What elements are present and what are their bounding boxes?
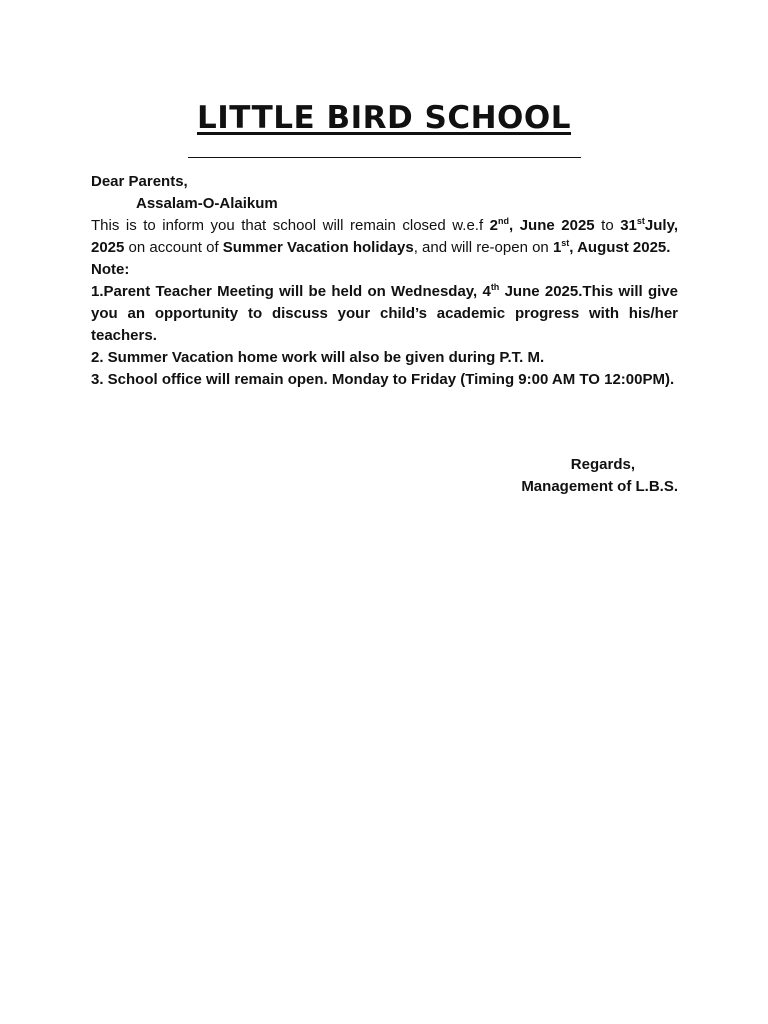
signature-line: Management of L.B.S. — [521, 478, 678, 495]
note-item-2: 2. Summer Vacation home work will also be given during P.T. M. — [91, 349, 545, 366]
intro-paragraph — [91, 215, 678, 259]
school-title-text: LITTLE BIRD SCHOOL — [196, 100, 572, 136]
intro-text-4: , and will re-open on — [413, 239, 553, 256]
start-date-suffix: nd — [498, 216, 510, 226]
start-date — [490, 217, 595, 234]
letter-closing — [430, 454, 678, 498]
note-item-1 — [91, 281, 678, 347]
start-date-month: , June 2025 — [509, 217, 595, 234]
letter-body — [91, 171, 678, 391]
note-item-3: 3. School office will remain open. Monday to Friday (Timing 9:00 AM TO 12:00PM). — [91, 371, 675, 388]
intro-text-3: on account of — [124, 239, 223, 256]
school-title — [0, 98, 768, 138]
title-divider — [188, 157, 581, 158]
note-1-suffix: th — [490, 282, 500, 292]
end-date-suffix: st — [636, 216, 645, 226]
intro-text-2: to — [594, 217, 621, 234]
reopen-date — [553, 239, 671, 256]
end-date-day: 31 — [620, 217, 637, 234]
note-1-text-a: 1.Parent Teacher Meeting will be held on Wednesday, 4 — [91, 283, 491, 300]
closure-reason: Summer Vacation holidays — [222, 239, 414, 256]
note-1-text-b: June 2025.This will give you an opportunity to discuss your child’s academic progress with his/her teachers. — [91, 283, 678, 344]
reopen-date-day: 1 — [552, 239, 562, 256]
greeting: Assalam-O-Alaikum — [136, 195, 278, 212]
reopen-date-month: , August 2025. — [569, 239, 671, 256]
regards-line: Regards, — [570, 456, 635, 473]
note-label: Note: — [91, 261, 130, 278]
intro-text-1: This is to inform you that school will remain closed w.e.f — [91, 217, 490, 234]
reopen-date-suffix: st — [561, 238, 570, 248]
start-date-day: 2 — [489, 217, 499, 234]
salutation: Dear Parents, — [91, 173, 188, 190]
end-date-month: July, 2025 — [91, 217, 678, 256]
